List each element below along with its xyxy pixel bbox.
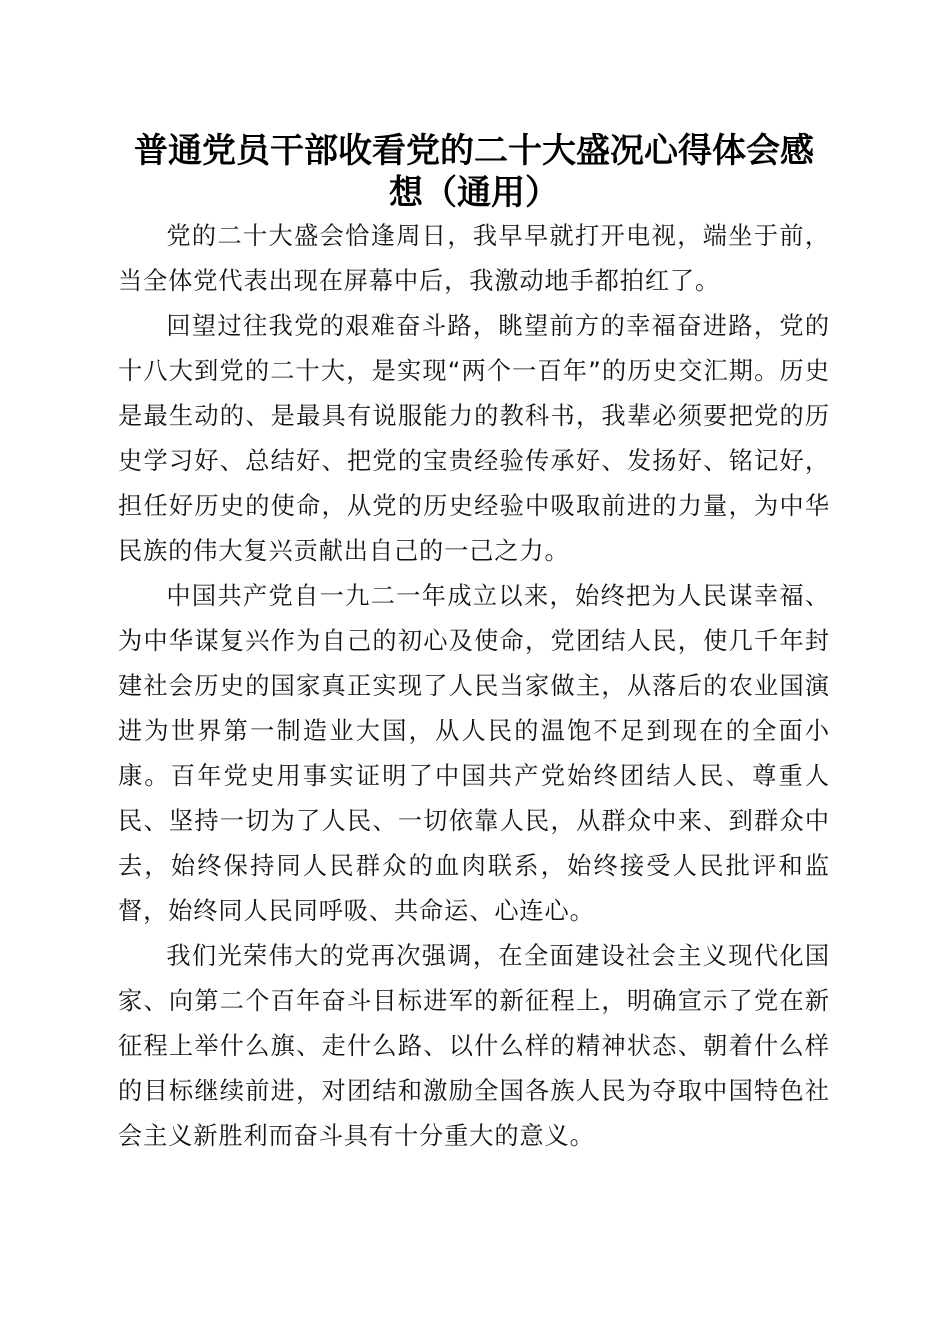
paragraph-4: 我们光荣伟大的党再次强调，在全面建设社会主义现代化国家、向第二个百年奋斗目标进军的新征程上，明确宣示了党在新征程上举什么旗、走什么路、以什么样的精神状态、朝着什么样的目标继续前进，对团结和激励全国各族人民为夺取中国特色社会主义新胜利而奋斗具有十分重大的意义。 bbox=[118, 942, 830, 1150]
paragraph-2: 回望过往我党的艰难奋斗路，眺望前方的幸福奋进路，党的十八大到党的二十大，是实现“两个一百年”的历史交汇期。历史是最生动的、是最具有说服能力的教科书，我辈必须要把党的历史学习好、总结好、把党的宝贵经验传承好、发扬好、铭记好，担任好历史的使命，从党的历史经验中吸取前进的力量，为中华民族的伟大复兴贡献出自己的一己之力。 bbox=[118, 312, 830, 565]
document-page bbox=[118, 130, 830, 1159]
paragraph-3: 中国共产党自一九二一年成立以来，始终把为人民谋幸福、为中华谋复兴作为自己的初心及使命，党团结人民，使几千年封建社会历史的国家真正实现了人民当家做主，从落后的农业国演进为世界第一制造业大国，从人民的温饱不足到现在的全面小康。百年党史用事实证明了中国共产党始终团结人民、尊重人民、坚持一切为了人民、一切依靠人民，从群众中来、到群众中去，始终保持同人民群众的血肉联系，始终接受人民批评和监督，始终同人民同呼吸、共命运、心连心。 bbox=[118, 582, 830, 925]
paragraph-1: 党的二十大盛会恰逢周日，我早早就打开电视，端坐于前，当全体党代表出现在屏幕中后，我激动地手都拍红了。 bbox=[118, 222, 830, 295]
document-title: 普通党员干部收看党的二十大盛况心得体会感想（通用） bbox=[134, 131, 814, 213]
